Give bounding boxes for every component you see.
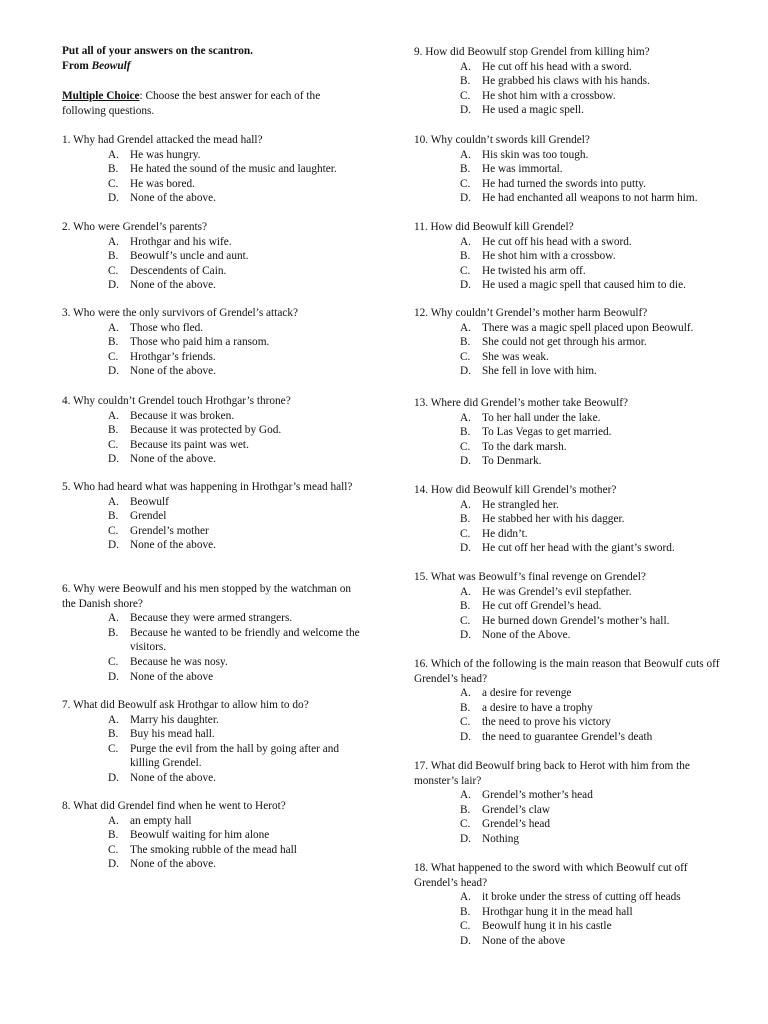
answer-options bbox=[62, 235, 362, 293]
question-16 bbox=[414, 657, 732, 745]
option-text: the need to prove his victory bbox=[482, 716, 611, 729]
option-text: Nothing bbox=[482, 832, 520, 845]
option-letter: D. bbox=[460, 365, 471, 378]
option-a bbox=[62, 235, 362, 250]
option-letter: D. bbox=[460, 730, 471, 743]
option-letter: D. bbox=[108, 192, 119, 205]
option-c bbox=[414, 177, 732, 192]
option-letter: A. bbox=[460, 235, 471, 248]
option-letter: C. bbox=[460, 89, 471, 102]
option-letter: A. bbox=[108, 409, 119, 422]
option-d bbox=[414, 934, 732, 949]
option-letter: C. bbox=[460, 440, 471, 453]
answer-options bbox=[62, 495, 362, 553]
question-10 bbox=[414, 133, 732, 206]
option-letter: C. bbox=[460, 264, 471, 277]
answer-options bbox=[414, 235, 732, 293]
option-text: a desire to have a trophy bbox=[482, 701, 593, 714]
answer-options bbox=[414, 686, 732, 744]
question-11 bbox=[414, 220, 732, 293]
option-letter: D. bbox=[460, 279, 471, 292]
question-7 bbox=[62, 698, 362, 786]
option-d bbox=[62, 191, 362, 206]
option-text: Those who paid him a ransom. bbox=[130, 336, 270, 349]
option-letter: B. bbox=[108, 626, 119, 639]
option-letter: D. bbox=[460, 104, 471, 117]
option-text: None of the above. bbox=[130, 771, 216, 784]
option-letter: A. bbox=[460, 891, 471, 904]
question-5 bbox=[62, 480, 362, 553]
option-text: Grendel bbox=[130, 510, 167, 523]
option-letter: A. bbox=[108, 713, 119, 726]
option-text: Hrothgar’s friends. bbox=[130, 350, 216, 363]
option-letter: B. bbox=[460, 905, 471, 918]
option-text: His skin was too tough. bbox=[482, 148, 589, 161]
option-b bbox=[62, 423, 362, 438]
option-letter: A. bbox=[108, 495, 119, 508]
option-letter: B. bbox=[460, 600, 471, 613]
answer-options bbox=[414, 411, 732, 469]
option-c bbox=[414, 817, 732, 832]
option-text: Because he was nosy. bbox=[130, 655, 228, 668]
option-text: He stabbed her with his dagger. bbox=[482, 513, 625, 526]
option-c bbox=[414, 350, 732, 365]
option-b bbox=[414, 162, 732, 177]
question-6 bbox=[62, 582, 362, 684]
option-b bbox=[414, 599, 732, 614]
option-d bbox=[414, 730, 732, 745]
option-text: He shot him with a crossbow. bbox=[482, 89, 616, 102]
option-c bbox=[62, 350, 362, 365]
option-letter: C. bbox=[108, 438, 119, 451]
option-letter: C. bbox=[460, 716, 471, 729]
option-letter: C. bbox=[108, 655, 119, 668]
answer-options bbox=[62, 148, 362, 206]
question-text: 11. How did Beowulf kill Grendel? bbox=[414, 221, 574, 233]
option-text: He was bored. bbox=[130, 177, 195, 190]
option-text: He cut off her head with the giant’s sword. bbox=[482, 542, 675, 555]
option-d bbox=[414, 832, 732, 847]
option-c bbox=[414, 919, 732, 934]
option-text: Purge the evil from the hall by going after and killing Grendel. bbox=[130, 742, 340, 770]
source-line bbox=[62, 59, 362, 74]
option-text: Because it was broken. bbox=[130, 409, 235, 422]
option-letter: B. bbox=[460, 163, 471, 176]
question-text: 9. How did Beowulf stop Grendel from killing him? bbox=[414, 46, 650, 58]
section-title: Multiple Choice bbox=[62, 90, 140, 103]
option-letter: A. bbox=[460, 60, 471, 73]
option-text: The smoking rubble of the mead hall bbox=[130, 843, 297, 856]
option-letter: C. bbox=[460, 818, 471, 831]
answer-options bbox=[62, 409, 362, 467]
option-d bbox=[414, 628, 732, 643]
option-a bbox=[62, 611, 362, 626]
option-c bbox=[62, 843, 362, 858]
option-b bbox=[414, 905, 732, 920]
option-text: To Las Vegas to get married. bbox=[482, 426, 612, 439]
option-b bbox=[414, 512, 732, 527]
question-text: 6. Why were Beowulf and his men stopped by the watchman on the Danish shore? bbox=[62, 583, 352, 610]
option-text: it broke under the stress of cutting off heads bbox=[482, 891, 681, 904]
option-text: Grendel’s mother bbox=[130, 524, 209, 537]
option-text: Because he wanted to be friendly and welcome the visitors. bbox=[130, 626, 360, 654]
option-text: He had enchanted all weapons to not harm him. bbox=[482, 192, 698, 205]
option-text: Hrothgar hung it in the mead hall bbox=[482, 905, 633, 918]
question-text: 15. What was Beowulf’s final revenge on Grendel? bbox=[414, 571, 646, 583]
option-letter: D. bbox=[108, 453, 119, 466]
option-b bbox=[414, 701, 732, 716]
option-b bbox=[414, 249, 732, 264]
option-d bbox=[62, 670, 362, 685]
option-text: He had turned the swords into putty. bbox=[482, 177, 646, 190]
option-text: Descendents of Cain. bbox=[130, 264, 227, 277]
option-letter: C. bbox=[460, 920, 471, 933]
question-text: 4. Why couldn’t Grendel touch Hrothgar’s throne? bbox=[62, 395, 291, 407]
option-letter: B. bbox=[460, 336, 471, 349]
answer-options bbox=[414, 788, 732, 846]
option-c bbox=[414, 440, 732, 455]
option-a bbox=[62, 814, 362, 829]
option-c bbox=[62, 655, 362, 670]
answer-options bbox=[414, 321, 732, 379]
option-d bbox=[62, 364, 362, 379]
section-instructions bbox=[62, 89, 362, 118]
question-text: 7. What did Beowulf ask Hrothgar to allow him to do? bbox=[62, 699, 309, 711]
option-a bbox=[62, 409, 362, 424]
option-letter: C. bbox=[108, 742, 119, 755]
option-text: To Denmark. bbox=[482, 455, 542, 468]
option-text: Beowulf waiting for him alone bbox=[130, 829, 270, 842]
question-14 bbox=[414, 483, 732, 556]
option-text: He cut off his head with a sword. bbox=[482, 235, 632, 248]
question-15 bbox=[414, 570, 732, 643]
question-text: 16. Which of the following is the main reason that Beowulf cuts off Grendel’s head? bbox=[414, 658, 720, 685]
option-text: He was Grendel’s evil stepfather. bbox=[482, 585, 632, 598]
section-directions: : Choose the best answer for each of the following questions. bbox=[62, 90, 321, 117]
work-title: Beowulf bbox=[91, 59, 131, 72]
option-c bbox=[62, 438, 362, 453]
option-letter: B. bbox=[108, 163, 119, 176]
option-text: He was hungry. bbox=[130, 148, 201, 161]
option-d bbox=[414, 191, 732, 206]
option-text: She could not get through his armor. bbox=[482, 336, 647, 349]
option-text: an empty hall bbox=[130, 814, 192, 827]
question-text: 5. Who had heard what was happening in Hrothgar’s mead hall? bbox=[62, 481, 353, 493]
option-a bbox=[414, 585, 732, 600]
option-c bbox=[414, 527, 732, 542]
option-text: She was weak. bbox=[482, 350, 549, 363]
option-text: None of the Above. bbox=[482, 629, 571, 642]
option-a bbox=[414, 148, 732, 163]
option-text: Beowulf bbox=[130, 495, 169, 508]
option-c bbox=[414, 715, 732, 730]
option-text: Grendel’s head bbox=[482, 818, 551, 831]
option-b bbox=[414, 425, 732, 440]
option-letter: D. bbox=[108, 670, 119, 683]
from-label: From bbox=[62, 59, 92, 72]
option-text: He strangled her. bbox=[482, 498, 559, 511]
option-text: Because it was protected by God. bbox=[130, 424, 282, 437]
option-letter: C. bbox=[460, 350, 471, 363]
question-text: 1. Why had Grendel attacked the mead hall? bbox=[62, 134, 263, 146]
option-a bbox=[414, 788, 732, 803]
option-letter: A. bbox=[460, 585, 471, 598]
option-letter: A. bbox=[108, 814, 119, 827]
option-text: Because its paint was wet. bbox=[130, 438, 249, 451]
question-text: 8. What did Grendel find when he went to Herot? bbox=[62, 800, 286, 812]
question-1 bbox=[62, 133, 362, 206]
option-text: He didn’t. bbox=[482, 527, 528, 540]
option-text: Grendel’s mother’s head bbox=[482, 789, 593, 802]
option-d bbox=[414, 278, 732, 293]
option-text: Beowulf hung it in his castle bbox=[482, 920, 612, 933]
question-12 bbox=[414, 306, 732, 379]
option-text: None of the above bbox=[482, 934, 566, 947]
option-letter: C. bbox=[108, 350, 119, 363]
option-text: Hrothgar and his wife. bbox=[130, 235, 232, 248]
question-8 bbox=[62, 799, 362, 872]
question-text: 12. Why couldn’t Grendel’s mother harm Beowulf? bbox=[414, 307, 648, 319]
option-b bbox=[414, 74, 732, 89]
quiz-header bbox=[62, 44, 362, 118]
option-text: a desire for revenge bbox=[482, 687, 572, 700]
answer-options bbox=[414, 498, 732, 556]
option-b bbox=[62, 249, 362, 264]
option-text: He burned down Grendel’s mother’s hall. bbox=[482, 614, 670, 627]
option-letter: A. bbox=[460, 687, 471, 700]
option-letter: D. bbox=[460, 934, 471, 947]
option-text: He grabbed his claws with his hands. bbox=[482, 75, 650, 88]
option-text: He cut off his head with a sword. bbox=[482, 60, 632, 73]
option-c bbox=[414, 264, 732, 279]
option-b bbox=[62, 509, 362, 524]
option-letter: C. bbox=[108, 264, 119, 277]
option-text: He shot him with a crossbow. bbox=[482, 250, 616, 263]
option-text: To the dark marsh. bbox=[482, 440, 567, 453]
option-c bbox=[414, 614, 732, 629]
option-text: None of the above. bbox=[130, 365, 216, 378]
answer-options bbox=[62, 814, 362, 872]
option-d bbox=[62, 538, 362, 553]
option-a bbox=[414, 235, 732, 250]
option-letter: C. bbox=[108, 524, 119, 537]
option-text: He twisted his arm off. bbox=[482, 264, 586, 277]
option-letter: B. bbox=[108, 424, 119, 437]
option-letter: C. bbox=[460, 614, 471, 627]
option-text: He used a magic spell that caused him to die. bbox=[482, 279, 686, 292]
option-text: He hated the sound of the music and laughter. bbox=[130, 163, 337, 176]
option-text: Because they were armed strangers. bbox=[130, 612, 293, 625]
option-letter: B. bbox=[460, 803, 471, 816]
option-b bbox=[62, 335, 362, 350]
option-c bbox=[62, 524, 362, 539]
option-letter: A. bbox=[108, 235, 119, 248]
option-text: Grendel’s claw bbox=[482, 803, 551, 816]
option-letter: A. bbox=[108, 148, 119, 161]
question-text: 13. Where did Grendel’s mother take Beowulf? bbox=[414, 397, 629, 409]
option-letter: B. bbox=[460, 75, 471, 88]
question-18 bbox=[414, 861, 732, 949]
question-4 bbox=[62, 394, 362, 467]
option-b bbox=[62, 162, 362, 177]
option-letter: A. bbox=[460, 321, 471, 334]
option-b bbox=[62, 828, 362, 843]
answer-options bbox=[62, 321, 362, 379]
question-text: 10. Why couldn’t swords kill Grendel? bbox=[414, 134, 590, 146]
option-text: He was immortal. bbox=[482, 163, 563, 176]
option-letter: A. bbox=[108, 321, 119, 334]
option-letter: D. bbox=[460, 629, 471, 642]
option-letter: D. bbox=[108, 858, 119, 871]
question-17 bbox=[414, 759, 732, 847]
answer-options bbox=[414, 148, 732, 206]
option-letter: C. bbox=[108, 177, 119, 190]
answer-options bbox=[414, 890, 732, 948]
option-a bbox=[414, 686, 732, 701]
option-letter: A. bbox=[460, 148, 471, 161]
option-a bbox=[62, 495, 362, 510]
question-text: 3. Who were the only survivors of Grendel’s attack? bbox=[62, 307, 299, 319]
option-c bbox=[414, 89, 732, 104]
option-d bbox=[414, 364, 732, 379]
option-letter: C. bbox=[108, 843, 119, 856]
option-text: None of the above. bbox=[130, 858, 216, 871]
option-c bbox=[62, 264, 362, 279]
option-d bbox=[62, 857, 362, 872]
option-text: She fell in love with him. bbox=[482, 365, 597, 378]
option-a bbox=[414, 60, 732, 75]
option-letter: D. bbox=[108, 365, 119, 378]
option-letter: B. bbox=[460, 513, 471, 526]
option-letter: D. bbox=[460, 832, 471, 845]
option-text: None of the above. bbox=[130, 279, 216, 292]
question-text: 14. How did Beowulf kill Grendel’s mother? bbox=[414, 484, 617, 496]
option-text: Beowulf’s uncle and aunt. bbox=[130, 250, 249, 263]
option-letter: D. bbox=[460, 542, 471, 555]
option-text: There was a magic spell placed upon Beowulf. bbox=[482, 321, 694, 334]
option-a bbox=[414, 498, 732, 513]
option-text: Marry his daughter. bbox=[130, 713, 219, 726]
option-letter: D. bbox=[460, 192, 471, 205]
option-text: None of the above bbox=[130, 670, 214, 683]
question-3 bbox=[62, 306, 362, 379]
option-letter: D. bbox=[108, 539, 119, 552]
option-a bbox=[62, 321, 362, 336]
option-letter: B. bbox=[108, 336, 119, 349]
option-letter: B. bbox=[108, 250, 119, 263]
question-text: 17. What did Beowulf bring back to Herot with him from the monster’s lair? bbox=[414, 760, 690, 787]
option-a bbox=[414, 890, 732, 905]
option-d bbox=[414, 454, 732, 469]
option-letter: A. bbox=[108, 612, 119, 625]
question-13 bbox=[414, 396, 732, 469]
option-letter: C. bbox=[460, 177, 471, 190]
option-d bbox=[414, 541, 732, 556]
option-text: None of the above. bbox=[130, 453, 216, 466]
option-text: He used a magic spell. bbox=[482, 104, 584, 117]
option-letter: A. bbox=[460, 789, 471, 802]
option-text: He cut off Grendel’s head. bbox=[482, 600, 602, 613]
answer-options bbox=[414, 60, 732, 118]
option-text: None of the above. bbox=[130, 192, 216, 205]
question-text: 18. What happened to the sword with which Beowulf cut off Grendel’s head? bbox=[414, 862, 688, 889]
option-letter: B. bbox=[460, 701, 471, 714]
option-letter: A. bbox=[460, 411, 471, 424]
option-d bbox=[62, 771, 362, 786]
answer-options bbox=[62, 611, 362, 684]
option-a bbox=[414, 321, 732, 336]
answer-options bbox=[62, 713, 362, 786]
option-letter: B. bbox=[460, 250, 471, 263]
answer-options bbox=[414, 585, 732, 643]
option-letter: B. bbox=[460, 426, 471, 439]
option-b bbox=[414, 335, 732, 350]
option-a bbox=[62, 713, 362, 728]
option-text: Buy his mead hall. bbox=[130, 728, 215, 741]
option-b bbox=[414, 803, 732, 818]
question-text: 2. Who were Grendel’s parents? bbox=[62, 221, 208, 233]
option-b bbox=[62, 727, 362, 742]
option-letter: B. bbox=[108, 829, 119, 842]
option-letter: B. bbox=[108, 510, 119, 523]
scantron-instruction: Put all of your answers on the scantron. bbox=[62, 45, 254, 57]
option-a bbox=[62, 148, 362, 163]
option-text: Those who fled. bbox=[130, 321, 204, 334]
option-letter: C. bbox=[460, 527, 471, 540]
option-a bbox=[414, 411, 732, 426]
option-d bbox=[414, 103, 732, 118]
option-c bbox=[62, 177, 362, 192]
option-b bbox=[62, 626, 362, 655]
option-text: None of the above. bbox=[130, 539, 216, 552]
option-letter: D. bbox=[108, 771, 119, 784]
option-letter: D. bbox=[460, 455, 471, 468]
option-letter: B. bbox=[108, 728, 119, 741]
option-d bbox=[62, 278, 362, 293]
option-text: To her hall under the lake. bbox=[482, 411, 601, 424]
question-9 bbox=[414, 45, 732, 118]
option-letter: A. bbox=[460, 498, 471, 511]
option-d bbox=[62, 452, 362, 467]
option-text: the need to guarantee Grendel’s death bbox=[482, 730, 653, 743]
question-2 bbox=[62, 220, 362, 293]
option-letter: D. bbox=[108, 279, 119, 292]
option-c bbox=[62, 742, 362, 771]
